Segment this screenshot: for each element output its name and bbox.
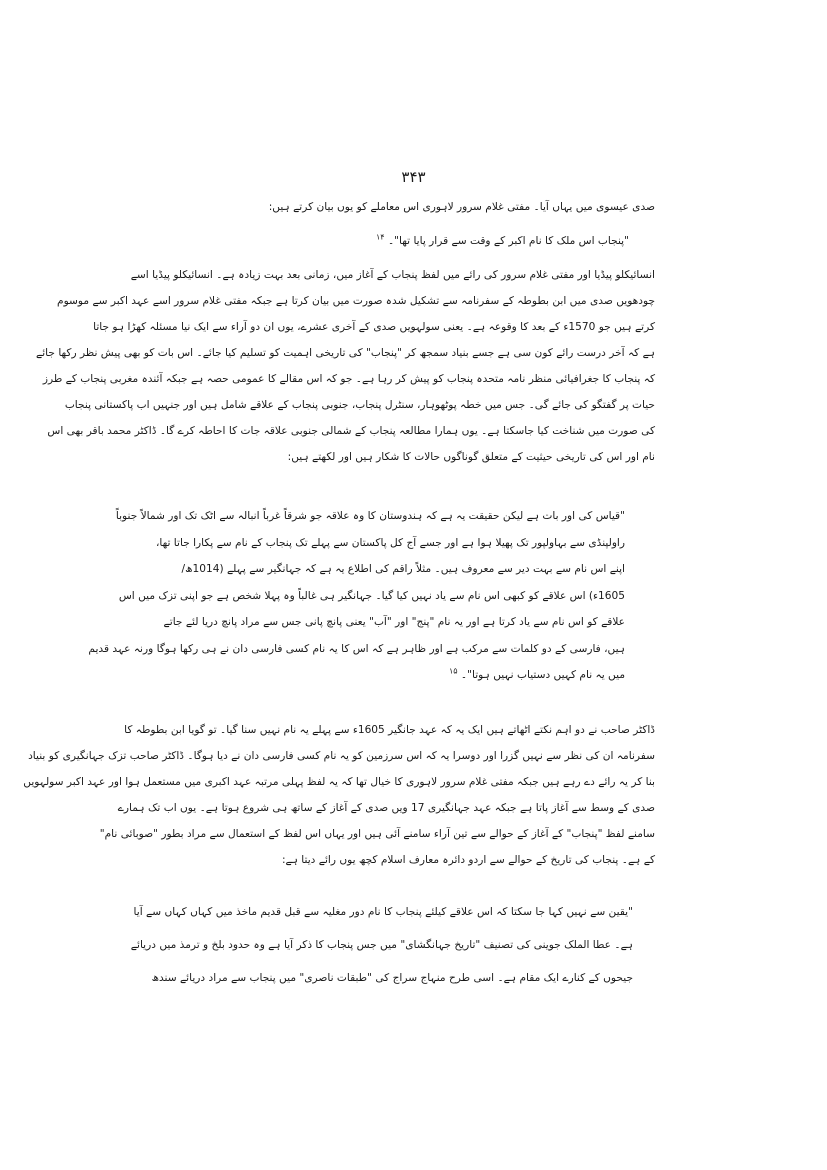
quote-1-block [199,228,629,254]
quote-3-line: "یقین سے نہیں کہا جا سکتا کہ اس علاقے کیلئے پنجاب کا نام دور مغلیہ سے قبل قدیم ماخذ میں کہاں کہاں سے آیا [133,906,633,918]
quote-2-line: علاقے کو اس نام سے یاد کرتا ہے اور یہ نام "پنج" اور "آب" یعنی پانچ پانی جس سے مراد پانچ دریا لئے جاتے [163,616,625,628]
quote-2-line: 1605ء) اس علاقے کو کبھی اس نام سے یاد نہیں کیا گیا۔ جہانگیر ہی غالباً وہ پہلا شخص ہے جو اپنی تزک میں اس [118,589,625,602]
quote-3-line: جیحوں کے کنارے ایک مقام ہے۔ اسی طرح منہاج سراج کی "طبقات ناصری" میں پنجاب سے مراد دریائے سندھ [151,972,633,984]
paragraph-2-line: بنا کر یہ رائے دے رہے ہیں جبکہ مفتی غلام سرور لاہوری کا خیال تھا کہ یہ لفظ پہلی مرتبہ عہد اکبری میں مستعمل ہوا اور عہد اکبر سولہویں [23,776,655,788]
paragraph-1-line: ہے کہ آخر درست رائے کون سی ہے جسے بنیاد سمجھ کر "پنجاب" کی تاریخی اہمیت کو تسلیم کیا جائے۔ اس بات کو بھی پیش نظر رکھا جائے [36,347,655,359]
quote-2-line [207,662,625,689]
paragraph-1-line: کہ پنجاب کا جغرافیائی منظر نامہ متحدہ پنجاب کو پیش کر رہا ہے۔ جو کہ اس مقالے کا عمومی حصہ ہے جبکہ آئندہ مغربی پنجاب کے طرز [42,373,655,385]
quote-2-last-text: میں یہ نام کہیں دستیاب نہیں ہوتا"۔ [460,669,625,681]
intro-line: صدی عیسوی میں یہاں آیا۔ مفتی غلام سرور لاہوری اس معاملے کو یوں بیان کرتے ہیں: [268,201,655,213]
paragraph-2-line: صدی کے وسط سے آغاز پاتا ہے جبکہ عہد جہانگیری 17 ویں صدی کے آغاز کے ساتھ ہی شروع ہوتا ہے۔ یوں اب تک ہمارے [117,802,655,814]
paragraph-1-line: کی صورت میں شناخت کیا جاسکتا ہے۔ یوں ہمارا مطالعہ پنجاب کے شمالی جنوبی علاقہ جات کا احاطہ کرے گا۔ ڈاکٹر محمد باقر بھی اس [47,425,655,437]
quote-1 [199,228,629,254]
paragraph-2-line: کے ہے۔ پنجاب کی تاریخ کے حوالے سے اردو دائرہ معارف اسلام کچھ یوں رائے دیتا ہے: [281,854,655,866]
quote-1-text: "پنجاب اس ملک کا نام اکبر کے وقت سے قرار پایا تھا"۔ [387,235,629,247]
quote-2-block [88,503,625,689]
paragraph-1-line: حیات پر گفتگو کی جائے گی۔ جس میں خطہ پوٹھوہار، سنٹرل پنجاب، جنوبی پنجاب کے علاقے شامل ہیں اور جنہیں اب پاکستانی پنجاب [64,399,655,411]
quote-1-reference: ۱۴ [375,232,385,242]
page-number: ۳۴۳ [401,168,426,186]
paragraph-2-line: سامنے لفظ "پنجاب" کے آغاز کے حوالے سے تین آراء سامنے آئی ہیں اور یہاں اس لفظ کے استعمال سے مراد بطور "صوبائی نام" [99,828,655,840]
paragraph-2-line: سفرنامہ ان کی نظر سے نہیں گزرا اور دوسرا یہ کہ اس سرزمین کو یہ نام کسی فارسی دان نے دیا ہوگا۔ ڈاکٹر صاحب تزک جہانگیری کو بنیاد [28,750,655,762]
paragraph-2 [23,717,655,873]
paragraph-2-line: ڈاکٹر صاحب نے دو اہم نکتے اٹھاتے ہیں ایک یہ کہ عہد جانگیر 1605ء سے پہلے یہ نام نہیں سنا گیا۔ تو گویا ابن بطوطہ کا [124,724,655,736]
quote-2-line: "قیاس کی اور بات ہے لیکن حقیقت یہ ہے کہ ہندوستان کا وہ علاقہ جو شرقاً غرباً انبالہ سے اٹک تک اور شمالاً جنوباً [115,510,625,522]
paragraph-1 [36,262,655,470]
quote-3-line: ہے۔ عطا الملک جوینی کی تصنیف "تاریخ جہانگشای" میں جس پنجاب کا ذکر آیا ہے وہ حدود بلخ و ترمذ میں دریائے [130,939,633,951]
intro-line-block [183,194,655,220]
quote-2-line: راولپنڈی سے بہاولپور تک پھیلا ہوا ہے اور جسے آج کل پاکستان سے پہلے تک پنجاب کے نام سے پکارا جاتا تھا، [155,536,625,549]
paragraph-1-line: کرتے ہیں جو 1570ء کے بعد کا وقوعہ ہے۔ یعنی سولہویں صدی کے آخری عشرے، یوں ان دو آراء سے ایک نیا مسئلہ کھڑا ہو جاتا [93,321,655,333]
quote-2-reference: ۱۵ [448,666,458,676]
paragraph-1-line: چودھویں صدی میں ابن بطوطہ کے سفرنامہ سے تشکیل شدہ صورت میں بیان کرتا ہے جبکہ مفتی غلام سرور اسے عہد اکبر سے موسوم [57,295,655,307]
quote-2-line: ہیں، فارسی کے دو کلمات سے مرکب ہے اور ظاہر ہے کہ اس کا یہ نام کسی فارسی دان نے ہی رکھا ہوگا ورنہ عہد قدیم [88,642,625,655]
quote-2-line: اپنے اس نام سے بہت دیر سے معروف ہیں۔ مثلاً راقم کی اطلاع یہ ہے کہ جہانگیر سے پہلے (1014ھ/ [181,563,625,575]
paragraph-1-line: نام اور اس کی تاریخی حیثیت کے متعلق گوناگوں حالات کا شکار ہیں اور لکھتے ہیں: [287,451,655,463]
quote-3-block [130,896,633,995]
paragraph-1-line: انسائیکلو پیڈیا اور مفتی غلام سرور کی رائے میں لفظ پنجاب کے آغاز میں، زمانی بعد بہت زیادہ ہے۔ انسائیکلو پیڈیا اسے [130,269,655,281]
